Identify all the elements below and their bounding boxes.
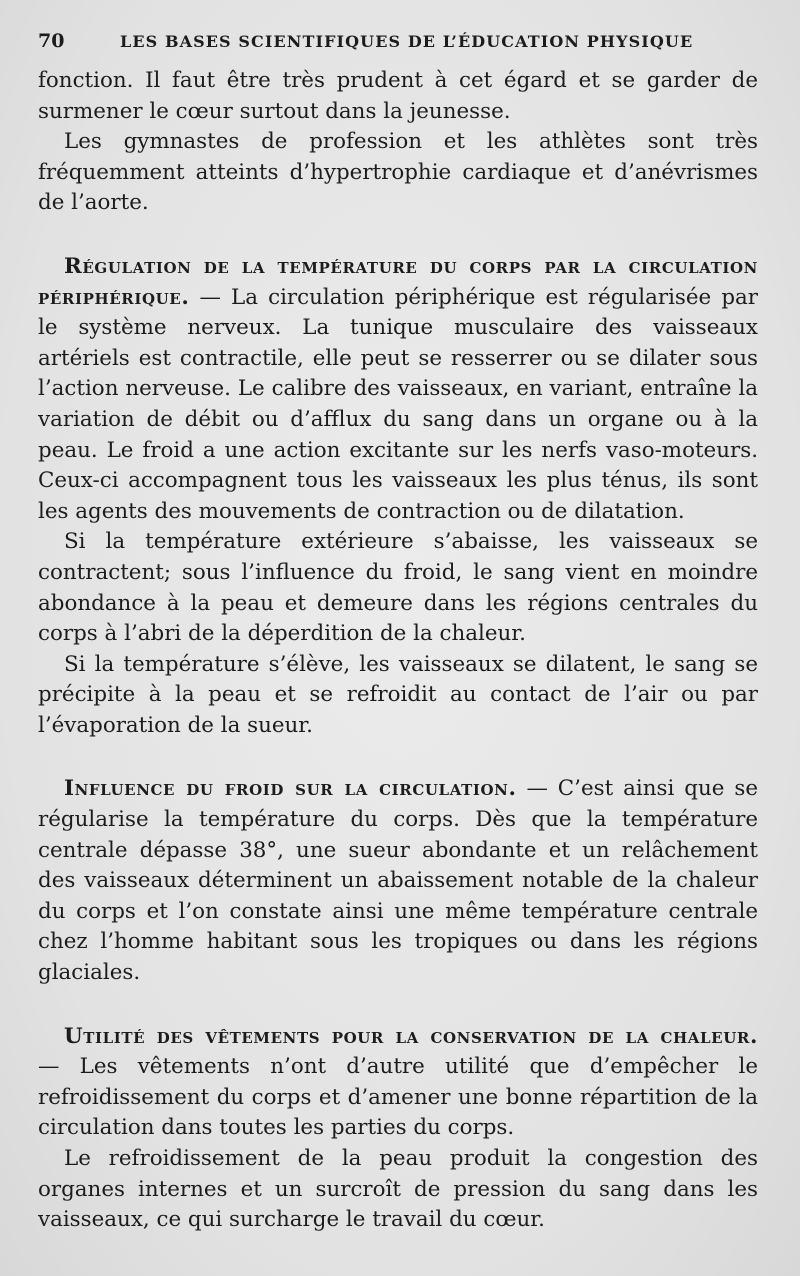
paragraph-continuation: fonction. Il faut être très prudent à cet égard et se garder de surmener le cœur surtout dans la jeunesse. [38,68,758,124]
section-spacer [38,741,758,772]
section-heading-clothing: Utilité des vêtements pour la conservation de la chaleur. [64,1023,758,1049]
section-clothing [38,1022,758,1144]
section-spacer [38,219,758,250]
running-header [38,30,758,66]
paragraph-temperature-rises: Si la température s’élève, les vaisseaux se dilatent, le sang se précipite à la peau et se refroidit au contact de l’air ou par l’évaporation de la sueur. [38,651,758,738]
section-spacer [38,989,758,1020]
section-text-regulation: — La circulation périphérique est régularisée par le système nerveux. La tunique musculaire des vaisseaux artériels est contractile, elle peut se resserrer ou se dilater sous l’action nerveuse. Le calibre des vaisseaux, en variant, entraîne la variation de débit ou d’afflux du sang dans un organe ou à la peau. Le froid a une action excitante sur les nerfs vaso-moteurs. Ceux-ci accompagnent tous les vaisseaux les plus ténus, ils sont les agents des mouvements de contraction ou de dilatation. [38,284,758,524]
section-heading-cold-influence: Influence du froid sur la circulation. [64,776,517,802]
paragraph-temperature-lowers: Si la température extérieure s’abaisse, les vaisseaux se contractent; sous l’influence du froid, le sang vient en moindre abondance à la peau et demeure dans les régions centrales du corps à l’abri de la déperdition de la chaleur. [38,529,758,647]
paragraph-skin-cooling: Le refroidissement de la peau produit la congestion des organes internes et un surcroît de pression du sang dans les vaisseaux, ce qui surcharge le travail du cœur. [38,1146,758,1233]
section-text-cold-influence: — C’est ainsi que se régularise la température du corps. Dès que la température centrale dépasse 38°, une sueur abondante et un relâchement des vaisseaux déterminent un abaissement notable de la chaleur du corps et l’on constate ainsi une même température centrale chez l’homme habitant sous les tropiques ou dans les régions glaciales. [38,776,758,986]
section-heading-regulation: Régulation de la température du corps par la circulation périphérique. [38,253,758,310]
paragraph-gymnasts: Les gymnastes de profession et les athlètes sont très fréquemment atteints d’hypertrophie cardiaque et d’anévrismes de l’aorte. [38,129,758,216]
section-text-clothing: — Les vêtements n’ont d’autre utilité que d’empêcher le refroidissement du corps et d’amener une bonne répartition de la circulation dans toutes les parties du corps. [38,1054,758,1141]
running-title: LES BASES SCIENTIFIQUES DE L’ÉDUCATION PHYSIQUE [120,32,694,51]
section-regulation [38,252,758,527]
page-number: 70 [38,30,65,52]
section-cold-influence [38,774,758,988]
